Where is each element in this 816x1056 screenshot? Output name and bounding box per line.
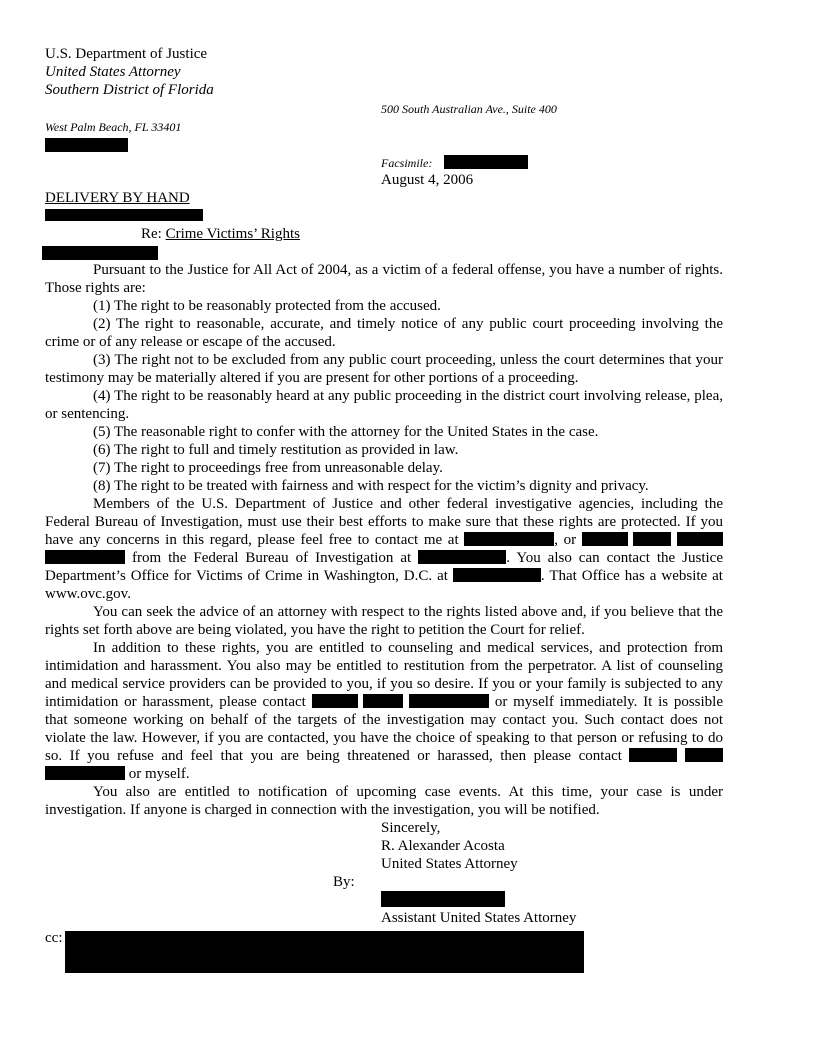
- re-line: [141, 225, 300, 243]
- office-name: United States Attorney: [45, 64, 181, 80]
- right-6: (6) The right to full and timely restitution as provided in law.: [93, 442, 459, 458]
- redaction-salutation: [42, 246, 158, 260]
- ausa-title: Assistant United States Attorney: [381, 910, 577, 926]
- members-text-e: . That Office has a website at www.ovc.gov.: [45, 568, 723, 602]
- redaction-contact-1b: [363, 694, 403, 708]
- redaction-agent-first: [633, 532, 671, 546]
- city-address: West Palm Beach, FL 33401: [45, 120, 182, 134]
- redaction-fax: [444, 155, 528, 169]
- redaction-recipient: [45, 209, 203, 221]
- redaction-agent-title: [582, 532, 628, 546]
- redaction-agent-middle: [677, 532, 723, 546]
- right-8: (8) The right to be treated with fairness and with respect for the victim’s dignity and privacy.: [93, 478, 649, 494]
- by-label: By:: [333, 874, 355, 890]
- redaction-contact-2a: [629, 748, 677, 762]
- counsel-text-b: or myself immediately. It is possible that someone working on behalf of the targets of the investigation may contact you. Such contact does not violate the law. However, if you are contacted, you have the choice of speaking to that person or refusing to do so. If you refuse and feel that you are being threatened or harassed, then please contact: [45, 694, 723, 764]
- redaction-contact-1a: [312, 694, 358, 708]
- redaction-agent-last: [45, 550, 125, 564]
- redaction-ovc-phone: [453, 568, 541, 582]
- fax-label: Facsimile:: [381, 156, 433, 170]
- right-3: (3) The right not to be excluded from any public court proceeding, unless the court determines that your testimony may be materially altered if you are present for other portions of a proceeding.: [45, 352, 723, 386]
- letter-body: [45, 261, 723, 819]
- delivery-method: DELIVERY BY HAND: [45, 190, 190, 206]
- advice-paragraph: You can seek the advice of an attorney with respect to the rights listed above and, if you believe that the rights set forth above are being violated, you have the right to petition the Court for relief.: [45, 604, 723, 638]
- redaction-signature: [381, 891, 505, 907]
- right-7: (7) The right to proceedings free from unreasonable delay.: [93, 460, 443, 476]
- counsel-text-c: or myself.: [125, 766, 190, 782]
- members-paragraph: [45, 495, 723, 603]
- right-2: (2) The right to reasonable, accurate, and timely notice of any public court proceeding involving the crime or of any release or escape of the accused.: [45, 316, 723, 350]
- re-subject: Crime Victims’ Rights: [165, 226, 300, 242]
- members-text-b: , or: [554, 532, 582, 548]
- right-4: (4) The right to be reasonably heard at any public proceeding in the district court involving release, plea, or sentencing.: [45, 388, 723, 422]
- notification-paragraph: You also are entitled to notification of upcoming case events. At this time, your case is under investigation. If anyone is charged in connection with the investigation, you will be notified.: [45, 784, 723, 818]
- cc-label: cc:: [45, 930, 63, 946]
- counsel-text-a: In addition to these rights, you are entitled to counseling and medical services, and protection from intimidation and harassment. You also may be entitled to restitution from the perpetrator. A list of counseling and medical service providers can be provided to you, if you so desire. If you or your family is subjected to any intimidation or harassment, please contact: [45, 640, 723, 710]
- members-text-d: . You also can contact the Justice Department’s Office for Victims of Crime in Washington, D.C. at: [45, 550, 723, 584]
- right-1: (1) The right to be reasonably protected from the accused.: [93, 298, 441, 314]
- redaction-cc-list: [65, 931, 584, 973]
- signatory-name: R. Alexander Acosta: [381, 838, 505, 854]
- redaction-contact-1c: [409, 694, 489, 708]
- district-name: Southern District of Florida: [45, 82, 214, 98]
- closing-sincerely: Sincerely,: [381, 820, 441, 836]
- re-label: Re:: [141, 226, 166, 242]
- redaction-contact-2c: [45, 766, 125, 780]
- redaction-contact-phone: [464, 532, 554, 546]
- redaction-contact-2b: [685, 748, 723, 762]
- redaction-phone: [45, 138, 128, 152]
- intro-paragraph: Pursuant to the Justice for All Act of 2004, as a victim of a federal offense, you have a number of rights. Those rights are:: [45, 262, 723, 296]
- members-text-c: from the Federal Bureau of Investigation at: [125, 550, 419, 566]
- signatory-title: United States Attorney: [381, 856, 518, 872]
- redaction-fbi-phone: [418, 550, 506, 564]
- street-address: 500 South Australian Ave., Suite 400: [381, 102, 557, 116]
- counseling-paragraph: [45, 639, 723, 783]
- department-name: U.S. Department of Justice: [45, 46, 208, 62]
- letter-date: August 4, 2006: [381, 172, 474, 188]
- right-5: (5) The reasonable right to confer with the attorney for the United States in the case.: [93, 424, 599, 440]
- members-text-a: Members of the U.S. Department of Justice and other federal investigative agencies, including the Federal Bureau of Investigation, must use their best efforts to make sure that these rights are protected. If you have any concerns in this regard, please feel free to contact me at: [45, 496, 723, 548]
